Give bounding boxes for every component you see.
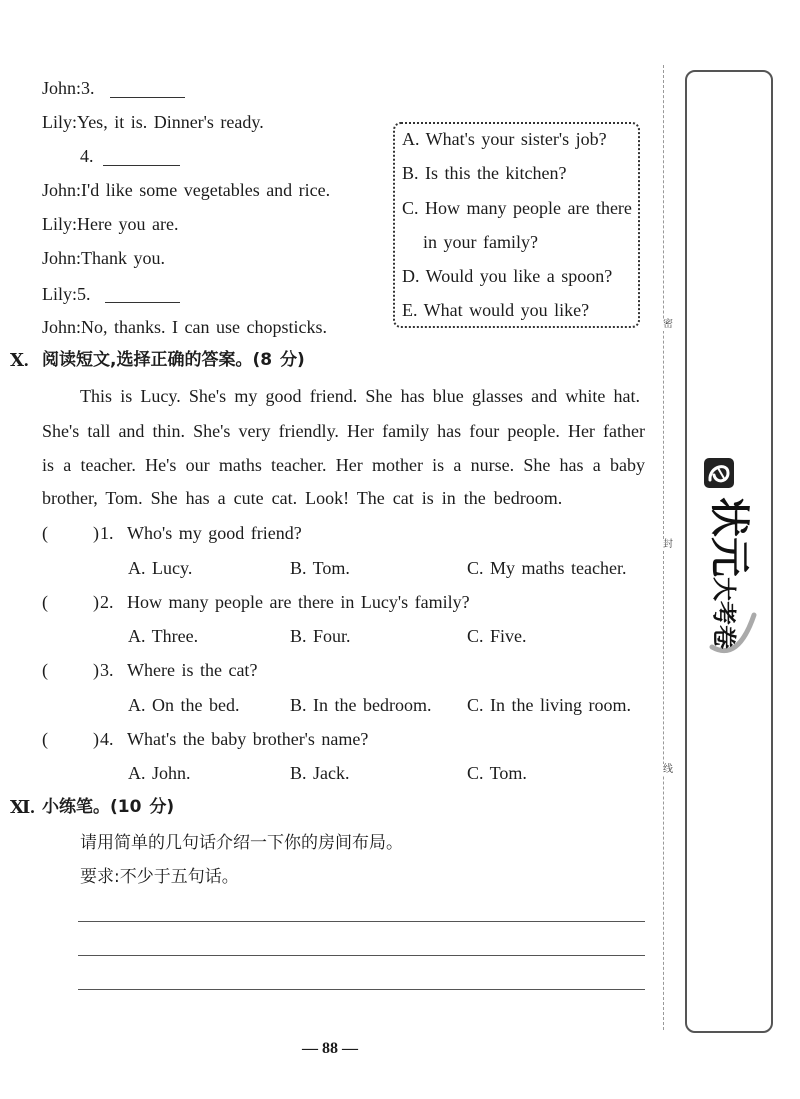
passage-line: brother, Tom. She has a cute cat. Look! The cat is in the bedroom. <box>42 488 563 508</box>
question-text: Where is the cat? <box>127 660 258 680</box>
question-number: 3. <box>100 660 114 680</box>
question-number: 2. <box>100 592 114 612</box>
option-b: B. Tom. <box>290 558 350 578</box>
passage-line: This is Lucy. She's my good friend. She has blue glasses and white hat. <box>80 386 640 406</box>
binding-label-mi: 密 <box>663 319 673 330</box>
dialogue-line: 4. <box>80 146 94 166</box>
writing-line-3[interactable] <box>78 989 645 990</box>
section-title: 小练笔。 <box>42 797 110 817</box>
answer-slot-3[interactable] <box>50 660 92 680</box>
option-c: C. In the living room. <box>467 695 631 715</box>
option-line: in your family? <box>423 232 538 252</box>
dialogue-line: John:3. <box>42 78 95 98</box>
answer-bracket-open: ( <box>42 592 48 612</box>
option-a: A. Lucy. <box>128 558 193 578</box>
writing-prompt: 请用简单的几句话介绍一下你的房间布局。 <box>80 833 403 853</box>
dialogue-line: John:I'd like some vegetables and rice. <box>42 180 331 200</box>
dialogue-line: Lily:5. <box>42 284 91 304</box>
answer-bracket-close: ) <box>93 729 99 749</box>
section-score: (8 分) <box>252 350 305 370</box>
question-text: How many people are there in Lucy's family? <box>127 592 470 612</box>
brand-logo-graphic <box>698 455 760 665</box>
dialogue-line: Lily:Here you are. <box>42 214 179 234</box>
option-line: E. What would you like? <box>402 300 590 320</box>
question-number: 1. <box>100 523 114 543</box>
answer-blank-4[interactable] <box>103 165 180 166</box>
section-heading <box>42 350 305 370</box>
section-numeral: Ⅹ. <box>10 350 29 370</box>
answer-slot-2[interactable] <box>50 592 92 612</box>
dialogue-line: Lily:Yes, it is. Dinner's ready. <box>42 112 264 132</box>
options-box <box>393 122 640 328</box>
question-number: 4. <box>100 729 114 749</box>
answer-bracket-open: ( <box>42 660 48 680</box>
option-a: A. Three. <box>128 626 199 646</box>
passage-line: is a teacher. He's our maths teacher. Her mother is a nurse. She has a baby <box>42 455 645 475</box>
brand-logo-sub: 大考卷 <box>710 577 738 649</box>
section-score: (10 分) <box>110 797 175 817</box>
dialogue-line: John:No, thanks. I can use chopsticks. <box>42 317 327 337</box>
option-line: D. Would you like a spoon? <box>402 266 613 286</box>
answer-bracket-open: ( <box>42 523 48 543</box>
writing-requirement: 要求:不少于五句话。 <box>80 867 239 887</box>
writing-line-1[interactable] <box>78 921 645 922</box>
option-b: B. In the bedroom. <box>290 695 432 715</box>
page-number: — 88 — <box>302 1040 358 1057</box>
writing-line-2[interactable] <box>78 955 645 956</box>
option-a: A. John. <box>128 763 191 783</box>
option-b: B. Jack. <box>290 763 350 783</box>
question-text: Who's my good friend? <box>127 523 302 543</box>
brand-logo-text <box>706 497 752 649</box>
option-c: C. My maths teacher. <box>467 558 627 578</box>
option-a: A. On the bed. <box>128 695 240 715</box>
option-line: C. How many people are there <box>402 198 632 218</box>
option-b: B. Four. <box>290 626 351 646</box>
binding-label-xian: 线 <box>663 764 673 775</box>
section-heading <box>42 797 174 817</box>
answer-bracket-close: ) <box>93 523 99 543</box>
option-c: C. Tom. <box>467 763 527 783</box>
answer-blank-3[interactable] <box>110 97 185 98</box>
answer-bracket-close: ) <box>93 660 99 680</box>
dialogue-line: John:Thank you. <box>42 248 165 268</box>
answer-bracket-open: ( <box>42 729 48 749</box>
answer-slot-4[interactable] <box>50 729 92 749</box>
brand-logo <box>698 455 760 665</box>
brand-logo-main: 状元 <box>706 497 752 577</box>
option-line: B. Is this the kitchen? <box>402 163 567 183</box>
option-c: C. Five. <box>467 626 527 646</box>
option-line: A. What's your sister's job? <box>402 129 607 149</box>
binding-label-feng: 封 <box>663 539 673 550</box>
answer-blank-5[interactable] <box>105 302 180 303</box>
question-text: What's the baby brother's name? <box>127 729 369 749</box>
answer-slot-1[interactable] <box>50 523 92 543</box>
section-numeral: Ⅺ. <box>10 797 35 817</box>
answer-bracket-close: ) <box>93 592 99 612</box>
passage-line: She's tall and thin. She's very friendly. Her family has four people. Her father <box>42 421 645 441</box>
section-title: 阅读短文,选择正确的答案。 <box>42 350 253 370</box>
brand-emblem-icon <box>704 458 734 488</box>
